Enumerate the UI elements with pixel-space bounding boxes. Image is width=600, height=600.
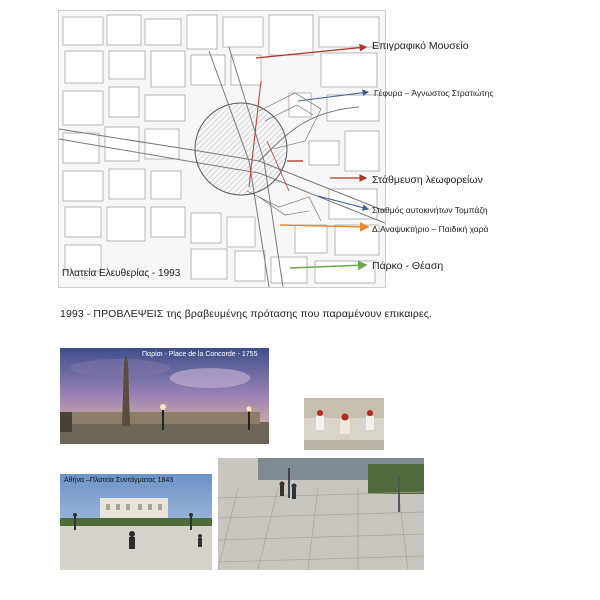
photo-athens-label: Αθήνα –Πλατεία Συντάγματος 1843 — [64, 477, 174, 484]
section-subtitle: 1993 - ΠΡΟΒΛΕΨΕΙΣ της βραβευμένης πρότασης που παραμένουν επικαιρες. — [60, 308, 432, 320]
site-plan-map — [58, 10, 386, 288]
photo-evzones-guards — [304, 398, 384, 450]
photo-athens-syntagma — [60, 474, 212, 570]
legend-museum: Επιγραφικό Μουσείο — [372, 40, 469, 52]
legend-kiosk-playground: Δ.Αναψυκτήριο – Παιδική χαρά — [372, 224, 489, 234]
legend-bridge: Γέφυρα – Άγνωστος Στρατιώτης — [374, 88, 494, 98]
legend-bus-parking: Στάθμευση λεωφορείων — [372, 174, 483, 186]
photo-paved-square — [218, 458, 424, 570]
legend-park: Πάρκο - Θέαση — [372, 260, 444, 272]
photo-paris-label: Παρίσι - Place de la Concorde - 1755 — [142, 351, 258, 358]
map-caption: Πλατεία Ελευθερίας - 1993 — [62, 268, 181, 279]
photo-paris-concorde — [60, 348, 269, 444]
map-drawing — [59, 11, 385, 287]
legend-car-station: Σταθμός αυτοκινήτων Τομπάζη — [372, 205, 488, 215]
